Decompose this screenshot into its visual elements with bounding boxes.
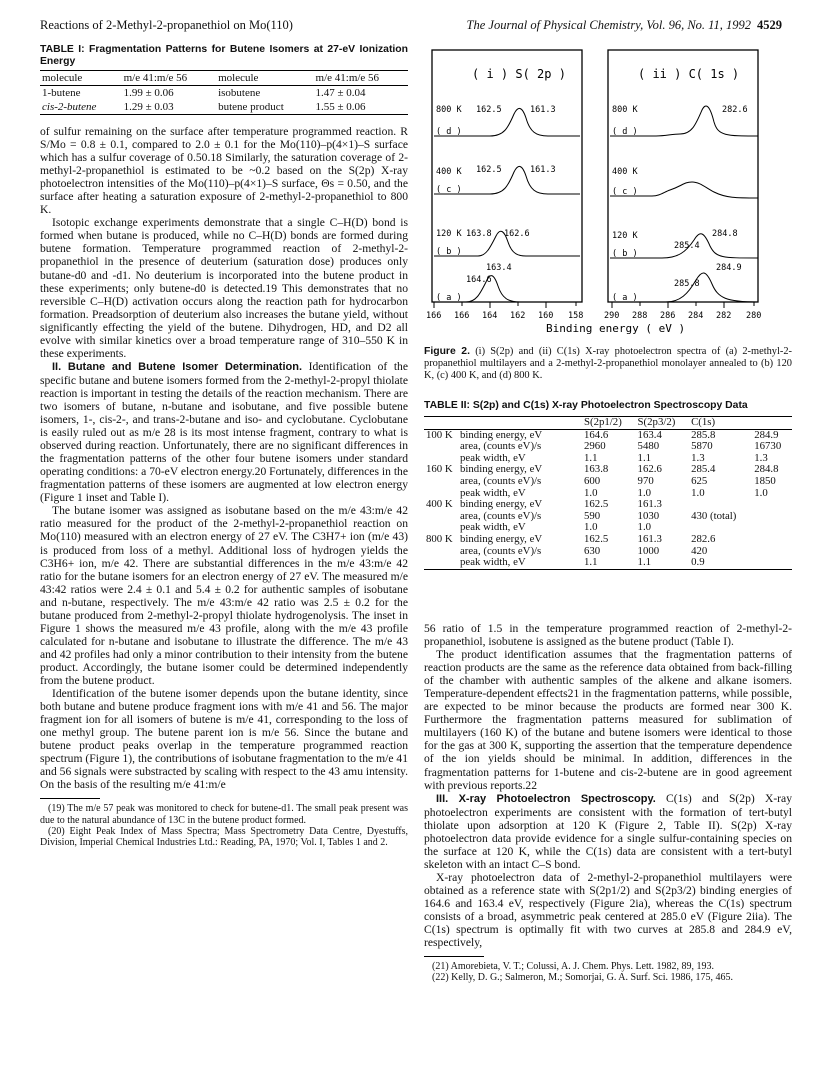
section-text: C(1s) and S(2p) X-ray photoelectron experiments are consistent with the formation of tert-butyl thiolate upon adsorption at 120 K (Figure 2, Table II). S(2p) X-ray photoelectron data provide evidence for a single sulfur-containing species on the surface at 120 K, while the C(1s) data are consistent with a tert-butyl skeleton with an intact C–S bond. (424, 791, 792, 871)
table2-cell: 282.6 (691, 532, 716, 545)
table2-cell: 160 K (426, 463, 453, 476)
table2-cell: 1.0 (637, 486, 652, 499)
table2-cell (424, 476, 458, 488)
table2-header (458, 417, 582, 430)
tick-label: 162 (510, 311, 526, 321)
running-header-title: Reactions of 2-Methyl-2-propanethiol on Mo(110) (40, 18, 293, 32)
footnote: (21) Amorebieta, V. T.; Colussi, A. J. Chem. Phys. Lett. 1982, 89, 193. (432, 961, 715, 973)
table2-cell: 430 (total) (691, 509, 737, 522)
table2-cell (689, 499, 752, 511)
table2-caption: TABLE II: S(2p) and C(1s) X-ray Photoelectron Spectroscopy Data (424, 400, 748, 411)
table2-cell: 1.1 (637, 451, 652, 464)
table2-cell: peak width, eV (460, 521, 526, 534)
tick-label: 284 (688, 311, 704, 321)
table2-cell: binding energy, eV (460, 428, 543, 441)
table1-header: m/e 41:m/e 56 (122, 71, 216, 86)
row-letter-label: ( b ) (612, 249, 638, 259)
left-column (40, 44, 408, 849)
table2-cell: binding energy, eV (460, 463, 543, 476)
table2-cell (752, 557, 792, 569)
journal-citation: The Journal of Physical Chemistry, Vol. 96, No. 11, 1992 (466, 18, 751, 32)
table2-header (424, 417, 458, 430)
table2-cell: binding energy, eV (460, 532, 543, 545)
table2-cell: 1.0 (584, 486, 598, 499)
tick-label: 160 (538, 311, 554, 321)
figure-label: Figure 2. (424, 346, 470, 357)
table2-cell: 1000 (637, 544, 660, 557)
peak-label: 285.4 (674, 241, 700, 251)
table1-caption: TABLE I: Fragmentation Patterns for Butene Isomers at 27-eV Ionization Energy (40, 44, 408, 67)
tick-label: 280 (746, 311, 762, 321)
row-temp-label: 120 K (612, 231, 638, 241)
table2-cell: 5480 (637, 440, 660, 453)
table2-cell: area, (counts eV)/s (460, 474, 542, 487)
table2-cell: 284.9 (754, 428, 779, 441)
table2-cell: 162.6 (637, 463, 662, 476)
table2-cell (752, 499, 792, 511)
footnote-divider (40, 798, 100, 799)
table2-cell (752, 546, 792, 558)
peak-label: 285.8 (674, 279, 700, 289)
table2-cell (752, 534, 792, 546)
table1-cell: 1-butene (42, 87, 81, 99)
row-letter-label: ( a ) (612, 293, 638, 303)
table2-cell: 161.3 (637, 498, 662, 511)
section-paragraph (40, 360, 408, 505)
table2-cell: 100 K (426, 428, 453, 441)
table2-row (424, 476, 792, 488)
row-letter-label: ( d ) (436, 127, 462, 137)
table2-cell: 625 (691, 474, 708, 487)
section-heading: II. Butane and Butene Isomer Determination. (52, 360, 302, 373)
table2-cell: 970 (637, 474, 654, 487)
table2-cell: 164.6 (584, 428, 609, 441)
table2-body (424, 429, 792, 569)
table2-cell (752, 511, 792, 523)
table1-header: molecule (40, 71, 122, 86)
table2-cell: binding energy, eV (460, 498, 543, 511)
table1-cell: isobutene (218, 87, 261, 99)
table2-header: S(2p3/2) (637, 416, 676, 428)
table2-cell: peak width, eV (460, 556, 526, 569)
peak-label: 282.6 (722, 105, 748, 115)
table2-cell: 1.3 (754, 451, 768, 464)
table2-header-row (424, 417, 792, 430)
body-paragraph: X-ray photoelectron data of 2-methyl-2-propanethiol multilayers were obtained as a reference state with S(2p1/2) and S(2p3/2) binding energies of 164.6 and 163.4 eV, respectively (Figure 2ia), whereas the C(1s) spectrum consists of a broad, asymmetric peak centered at 285.0 eV (Figure 2iia). The C(1s) spectrum is optimally fit with two curves at 285.8 and 284.9 eV, respectively, (424, 870, 792, 950)
table1-cell: cis-2-butene (40, 100, 122, 115)
running-header-journal (467, 18, 782, 33)
peak-label: 163.4 (486, 263, 512, 273)
tick-label: 290 (604, 311, 620, 321)
figure2-caption (424, 346, 792, 382)
table2-cell (424, 511, 458, 523)
peak-label: 284.9 (716, 263, 742, 273)
table2-header: S(2p1/2) (584, 416, 622, 428)
figure-caption-text: (i) S(2p) and (ii) C(1s) X-ray photoelectron spectra of (a) 2-methyl-2-propanethiol multilayers and a 2-methyl-2-propanethiol monolayer annealed to (b) 120 K, (c) 400 K, and (d) 800 K. (424, 346, 792, 381)
peak-label: 284.8 (712, 229, 738, 239)
footnote-divider (424, 956, 484, 957)
table2-cell: 590 (584, 509, 601, 522)
table2-cell: 163.4 (637, 428, 662, 441)
table1-cell: 1.47 ± 0.04 (315, 87, 366, 99)
figure2-xps-spectra (426, 48, 784, 340)
table2-cell: area, (counts eV)/s (460, 544, 542, 557)
page-number: 4529 (757, 18, 782, 32)
table2-cell: 1.3 (691, 451, 705, 464)
table2-cell: 400 K (426, 498, 453, 511)
peak-label: 163.8 (466, 229, 492, 239)
peak-label: 161.3 (530, 165, 556, 175)
row-temp-label: 400 K (612, 167, 638, 177)
table2-header: C(1s) (691, 416, 716, 428)
table2-cell: 1.1 (637, 556, 652, 569)
x-axis-ticks (434, 302, 754, 308)
table2-cell: 16730 (754, 440, 782, 453)
table2-cell: 420 (691, 544, 708, 557)
table2-cell (752, 522, 792, 534)
table2-cell: 163.8 (584, 463, 609, 476)
table2-cell: 1.0 (637, 521, 652, 534)
table2-cell: 5870 (691, 440, 713, 453)
table2-header (752, 417, 792, 430)
table2-cell: 2960 (584, 440, 606, 453)
table2-cell (424, 557, 458, 569)
body-paragraph: The product identification assumes that the fragmentation patterns of reaction products are the same as the reference data obtained from back-filling of the chamber with authentic samples of the alkene and alkane isomers. Temperature-dependent effects21 in the fragmentation patterns, while possible, are expected to be minor because the products are formed near 300 K. Furthermore the fragmentation patterns measured for sublimation of multilayers (160 K) of the butane and butene isomers were identical to those for the gas at 300 K, supporting the assertion that the temperature dependence of the ion yields should be minimal. In addition, differences in the fragmentation patterns for 1-butene and cis-2-butene are in good agreement with previous reports.22 (424, 648, 792, 792)
table1-header-row (40, 71, 408, 86)
tick-label: 166 (454, 311, 470, 321)
row-letter-label: ( c ) (436, 185, 462, 195)
table2-cell: 630 (584, 544, 601, 557)
section-text: Identification of the specific butane and butene isomers formed from the 2-methyl-2-propyl thiolate reaction is important in testing the details of the reaction mechanism. There are two isomers of butane, n-butane and isobutane, and five possible butene isomers, 1-, cis-2-, and trans-2-butane and iso- and cyclobutane. Cyclobutane is easily ruled out as m/e 28 is its most intense fragment, contrary to what is observed during reaction. Unfortunately, there are no significant differences in the fragmentation patterns of the other four butene isomers under standard operating conditions: a 70-eV electron energy.20 Fortunately, differences in the fragmentation patterns of these isomers are augmented at low electron energy (Figure 1 inset and Table I). (40, 359, 408, 505)
table1-row (40, 100, 408, 115)
table2-cell: 162.5 (584, 532, 609, 545)
tick-label: 288 (632, 311, 648, 321)
section-paragraph (424, 792, 792, 871)
body-paragraph: of sulfur remaining on the surface after temperature programmed reaction. R S/Mo = 0.8 ± 0.1, compared to 2.0 ± 0.1 for the Mo(110)–p(4×1)–S surface which has a sulfur coverage of 0.50.18 Similarly, the saturation coverage of 2-methyl-2-propanethiol is estimated to be ~0.2 based on the S(2p) X-ray photoelectron intensities of the Mo(110)–p(4×1)–S surface, Θs = 0.50, and the surface after heating a saturation exposure of 2-methyl-2-propanethiol to 800 K. (40, 125, 408, 217)
footnote: (19) The m/e 57 peak was monitored to check for butene-d1. The small peak present was due to the natural abundance of 13C in the butene product formed. (40, 803, 408, 826)
tick-label: 286 (660, 311, 676, 321)
table2-cell: 1850 (754, 474, 776, 487)
right-column-text (424, 622, 792, 984)
body-paragraph: The butane isomer was assigned as isobutane based on the m/e 43:m/e 42 ratio measured for the product of the 2-methyl-2-propanethiol reaction on Mo(110) measured with an electron energy of 27 eV. The C3H7+ ion (m/e 43) is produced from loss of a methyl. Additional loss of hydrogen yields the C3H6+ ion, m/e 42. There are substantial differences in the m/e 43:m/e 42 ratio for the butane isomers for an electron energy of 27 eV. The measured m/e 43:42 ratios were 2.4 ± 0.1 and 5.4 ± 0.2 for authentic samples of isobutane and n-butane, respectively. The m/e 43:m/e 42 ratio was 2.5 ± 0.2 for the butane produced from 2-methyl-2-propyl thiolate hydrogenolysis. The inset in Figure 1 shows the measured m/e 43 profile, along with the m/e 43 profile calculated for n-butane and isobutane to illustrate the difference. The m/e 43 and 42 profiles had only a minor contribution to their intensity from the butene product. Accordingly, the butane isomer could be determined independently from the butene product. (40, 504, 408, 687)
section-heading: III. X-ray Photoelectron Spectroscopy. (436, 792, 656, 805)
row-temp-label: 800 K (612, 105, 638, 115)
body-paragraph: Isotopic exchange experiments demonstrate that a single C–H(D) bond is formed when butane is produced, while no C–H(D) bonds are formed during butene formation. Temperature programmed reaction of 2-methyl-2-propanethiol in the presence of deuterium (saturation dose) produces only butane-d0 and -d1. No deuterium is incorporated into the butene product in these experiments; only butene-d0 is detected.19 This demonstrates that no reversible C–H(D) activation occurs along the reaction path for hydrocarbon formation. Preadsorption of deuterium also increases the butane yield, without significantly effecting the yield of the butene. Dihydrogen, HD, and D2 all evolve with similar kinetics over a broad temperature range of 310–550 K in these experiments. (40, 216, 408, 360)
table2-cell: 161.3 (637, 532, 662, 545)
table2-cell: 1.0 (754, 486, 768, 499)
table2-cell: 285.4 (691, 463, 716, 476)
body-paragraph: Identification of the butene isomer depends upon the butane identity, since both butane and butene produce fragment ions with m/e 41 and 56. The major fragment ion for all isomers of butene is m/e 41, corresponding to the loss of one methyl group. The butene parent ion is m/e 56. Since the butane and butene product peaks overlap in the temperature programmed reaction spectrum (Figure 1), the contributions of isobutane fragmentation to the m/e 41 and 56 signals were substracted by scaling with respect to the 43 amu intensity. On the basis of the resulting m/e 41:m/e (40, 687, 408, 792)
panel-ii-title: ( ii ) C( 1s ) (638, 67, 740, 81)
body-paragraph: 56 ratio of 1.5 in the temperature programmed reaction of 2-methyl-2-propanethiol, isobutene is assigned as the butene product (Table I). (424, 622, 792, 649)
table2-row (424, 534, 792, 546)
table1-header: molecule (216, 71, 313, 86)
table2-cell: 162.5 (584, 498, 609, 511)
peak-label: 161.3 (530, 105, 556, 115)
table1-cell: 1.99 ± 0.06 (123, 87, 174, 99)
table2-cell: 800 K (426, 532, 453, 545)
table1 (40, 70, 408, 115)
table2-cell: 1.0 (584, 521, 598, 534)
table2-cell (424, 546, 458, 558)
row-temp-label: 120 K (436, 229, 462, 239)
row-temp-label: 800 K (436, 105, 462, 115)
peak-label: 164.6 (466, 275, 492, 285)
panel-i-title: ( i ) S( 2p ) (472, 67, 566, 81)
table2-block (424, 400, 792, 570)
table2-row (424, 557, 792, 569)
table2-cell: 1.1 (584, 451, 598, 464)
table2 (424, 416, 792, 570)
table2-cell: 284.8 (754, 463, 779, 476)
tick-label: 158 (568, 311, 584, 321)
tick-label: 164 (482, 311, 498, 321)
table1-cell: 1.55 ± 0.06 (314, 100, 408, 115)
row-letter-label: ( a ) (436, 293, 462, 303)
table2-row (424, 499, 792, 511)
tick-label: 282 (716, 311, 732, 321)
peak-label: 162.5 (476, 165, 502, 175)
table2-cell: 285.8 (691, 428, 716, 441)
footnote: (20) Eight Peak Index of Mass Spectra; Mass Spectrometry Data Centre, Dyestuffs, Division, Imperial Chemical Industries Ltd.: Reading, PA, 1970; Vol. I, Tables 1 and 2. (40, 825, 408, 849)
table1-cell: butene product (216, 100, 313, 115)
table2-cell: 0.9 (691, 556, 705, 569)
table1-row (40, 86, 408, 101)
peak-label: 162.5 (476, 105, 502, 115)
tick-label: 166 (426, 311, 442, 321)
table2-cell: area, (counts eV)/s (460, 509, 542, 522)
peak-label: 162.6 (504, 229, 530, 239)
row-letter-label: ( d ) (612, 127, 638, 137)
row-letter-label: ( b ) (436, 247, 462, 257)
table2-cell: area, (counts eV)/s (460, 440, 542, 453)
table2-cell: 1.1 (584, 556, 598, 569)
table1-cell: 1.29 ± 0.03 (122, 100, 216, 115)
table2-cell: 1030 (637, 509, 660, 522)
row-temp-label: 400 K (436, 167, 462, 177)
table2-cell: 600 (584, 474, 601, 487)
table2-cell: peak width, eV (460, 451, 526, 464)
table2-cell: 1.0 (691, 486, 705, 499)
x-axis-label: Binding energy ( eV ) (546, 322, 686, 335)
table1-header: m/e 41:m/e 56 (314, 71, 408, 86)
table2-cell: peak width, eV (460, 486, 526, 499)
row-letter-label: ( c ) (612, 187, 638, 197)
table2-cell (424, 441, 458, 453)
footnote: (22) Kelly, D. G.; Salmeron, M.; Somorjai, G. A. Surf. Sci. 1986, 175, 465. (432, 972, 734, 984)
